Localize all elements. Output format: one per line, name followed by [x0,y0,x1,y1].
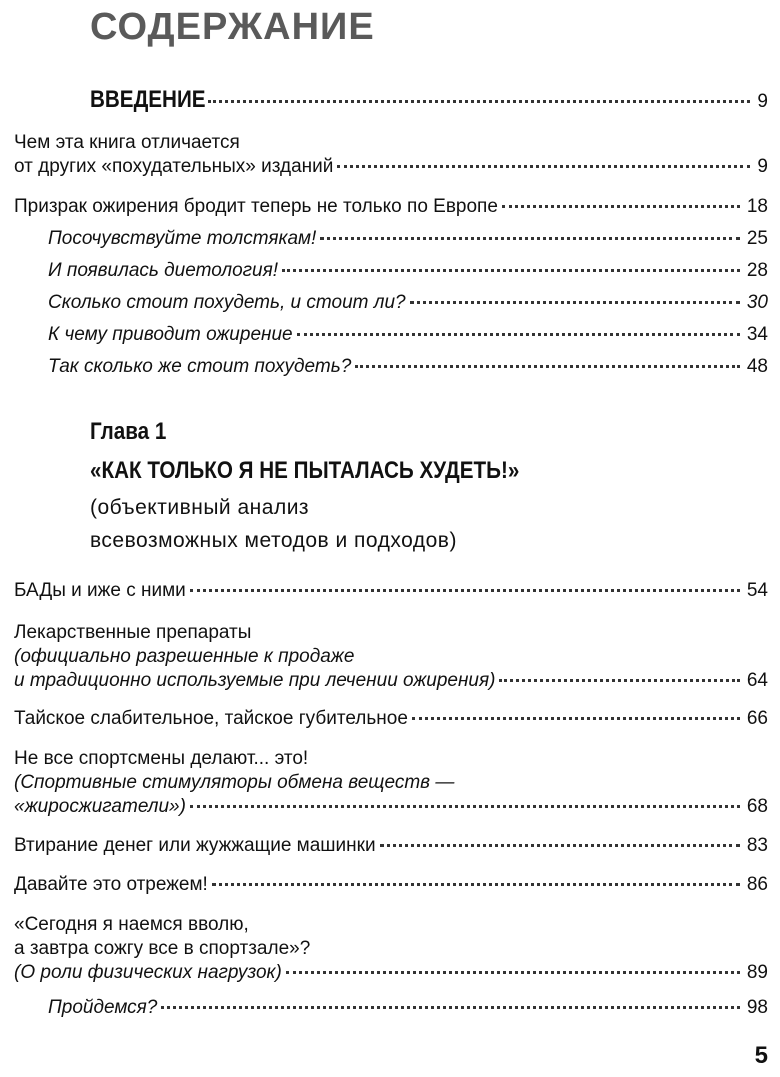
entry-text: Пройдемся? [48,997,158,1018]
chapter-label: Глава 1 [90,418,167,445]
toc-entry[interactable] [14,913,768,985]
dot-leader [282,268,740,272]
dot-leader [499,678,739,682]
toc-entry[interactable] [14,131,768,179]
entry-text: «жиросжигатели») [14,796,186,817]
page-ref: 64 [746,670,768,691]
toc-entry[interactable] [14,195,768,219]
toc-entry-intro[interactable] [90,88,768,114]
dot-leader [502,204,740,208]
dot-leader [380,843,740,847]
entry-text: Втирание денег или жужжащие машинки [14,835,376,856]
entry-text: от других «похудательных» изданий [14,156,334,177]
page-ref: 86 [746,874,768,895]
page-ref: 66 [746,708,768,729]
toc-entry[interactable] [14,621,768,693]
entry-text-line: (официально разрешенные к продаже [14,646,355,667]
dot-leader [190,588,740,592]
entry-text-line: Лекарственные препараты [14,622,252,643]
dot-leader [297,332,740,336]
entry-text-line: (Спортивные стимуляторы обмена веществ — [14,772,455,793]
entry-text: Призрак ожирения бродит теперь не только по Европе [14,196,498,217]
entry-text: Так сколько же стоит похудеть? [48,356,352,377]
entry-text-line: «Сегодня я наемся вволю, [14,914,249,935]
entry-text: и традиционно используемые при лечении ожирения) [14,670,496,691]
toc-entry[interactable] [14,579,768,603]
entry-text: (О роли физических нагрузок) [14,962,282,983]
dot-leader [337,164,750,168]
page-ref: 30 [746,292,768,313]
entry-text: Давайте это отрежем! [14,874,208,895]
chapter-title: «КАК ТОЛЬКО Я НЕ ПЫТАЛАСЬ ХУДЕТЬ!» [90,457,520,484]
toc-subentry[interactable] [48,355,768,379]
entry-text-line: Чем эта книга отличается [14,132,240,153]
toc-subentry[interactable] [48,259,768,283]
page-ref: 68 [746,796,768,817]
toc-subentry[interactable] [48,227,768,251]
entry-text: БАДы и иже с ними [14,580,186,601]
page-ref: 54 [746,580,768,601]
page-ref: 98 [746,997,768,1018]
chapter-subtitle-line: всевозможных методов и подходов) [90,529,457,552]
toc-entry[interactable] [14,707,768,731]
page-ref: 18 [746,196,768,217]
page-ref: 89 [746,962,768,983]
page-number: 5 [754,1042,768,1069]
intro-title: ВВЕДЕНИЕ [90,86,206,113]
page-ref: 9 [757,156,768,177]
dot-leader [212,882,740,886]
entry-text-line: Не все спортсмены делают... это! [14,748,309,769]
toc-entry[interactable] [14,834,768,858]
entry-text: Тайское слабительное, тайское губительное [14,708,408,729]
toc-subentry[interactable] [48,291,768,315]
page-ref: 83 [746,835,768,856]
page-ref: 34 [746,324,768,345]
toc-entry[interactable] [14,873,768,897]
page-ref: 9 [757,91,768,112]
toc-subentry[interactable] [48,323,768,347]
dot-leader [410,300,740,304]
dot-leader [412,716,740,720]
entry-text: И появилась диетология! [48,260,278,281]
toc-subentry[interactable] [48,996,768,1020]
page-ref: 28 [746,260,768,281]
dot-leader [320,236,740,240]
dot-leader [286,970,740,974]
dot-leader [190,804,740,808]
entry-text-line: а завтра сожгу все в спортзале»? [14,938,311,959]
dot-leader [161,1005,740,1009]
entry-text: Посочувствуйте толстякам! [48,228,317,249]
entry-text: Сколько стоит похудеть, и стоит ли? [48,292,406,313]
toc-entry[interactable] [14,747,768,819]
dot-leader [355,364,740,368]
page-ref: 48 [746,356,768,377]
page-title: СОДЕРЖАНИЕ [90,6,375,48]
entry-text: К чему приводит ожирение [48,324,293,345]
page-ref: 25 [746,228,768,249]
chapter-subtitle-line: (объективный анализ [90,496,310,519]
dot-leader [208,99,750,103]
